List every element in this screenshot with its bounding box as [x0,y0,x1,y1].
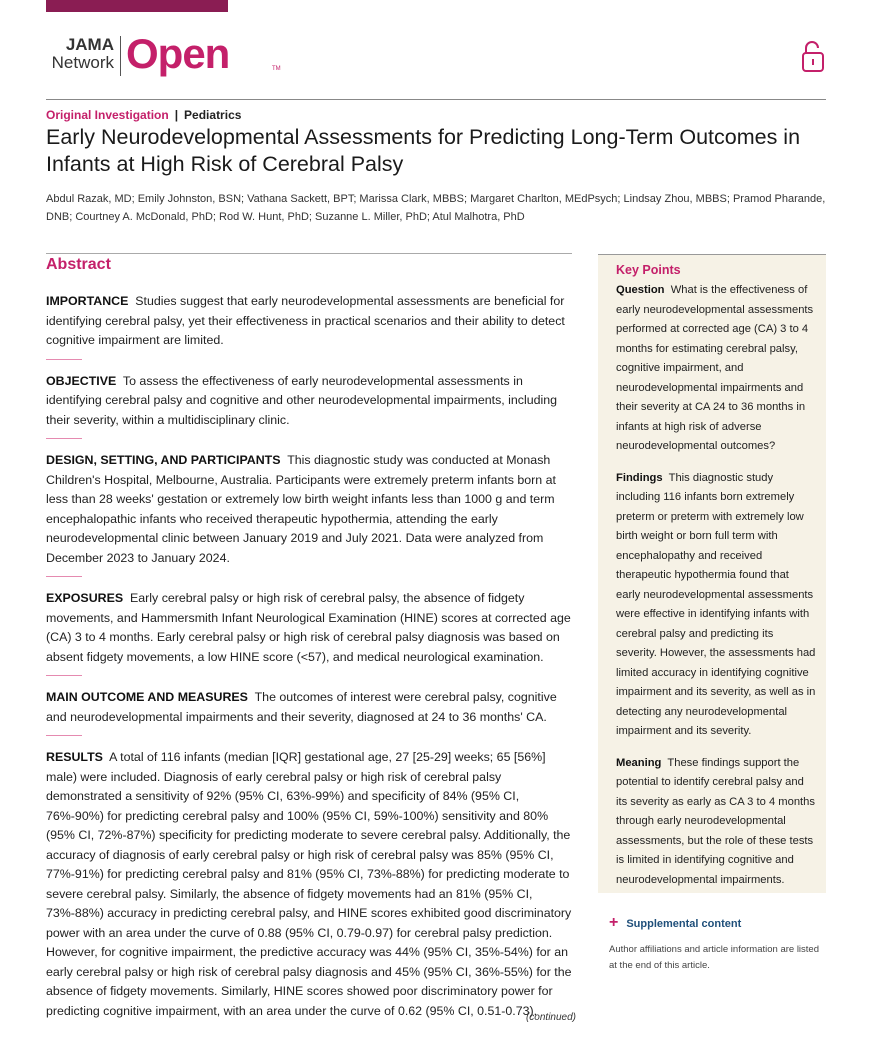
importance-label: IMPORTANCE [46,294,129,308]
design-label: DESIGN, SETTING, AND PARTICIPANTS [46,453,281,467]
plus-icon: + [609,914,619,931]
continued-note: (continued) [525,1012,576,1023]
abstract-objective [46,372,576,431]
logo-jama-text: JAMA [65,35,114,54]
abstract-divider [46,253,572,254]
section-mark [46,438,82,439]
article-type-line [46,108,241,122]
section-mark [46,675,82,676]
top-accent-bar [46,0,228,12]
abstract-outcomes [46,688,576,727]
section-mark [46,359,82,360]
design-text: This diagnostic study was conducted at Monash Children's Hospital, Melbourne, Australia. Participants were extremely preterm infants born at less than 28 weeks' gestation or extremely low birth weight infants less than 1000 g and term encephalopathic infants who received therapeutic hypothermia, attending the early neurodevelopmental clinic between January 2019 and July 2021. Data were analyzed from December 2023 to January 2024. [46,453,556,565]
meaning-label: Meaning [616,756,662,769]
key-points-box [598,254,826,893]
key-points-heading: Key Points [616,263,681,277]
article-subsection[interactable]: Pediatrics [184,108,242,122]
key-point-question [616,281,816,457]
meaning-text: These findings support the potential to identify cerebral palsy and its severity as early as CA 3 to 4 months through early neurodevelopmental assessments, but the role of these tests is limited in identifying cognitive and neurodevelopmental impairments. [616,756,815,886]
key-point-meaning [616,754,816,891]
logo-divider [120,36,121,76]
outcomes-label: MAIN OUTCOME AND MEASURES [46,690,248,704]
results-text: A total of 116 infants (median [IQR] gestational age, 27 [25-29] weeks; 65 [56%] male) were included. Diagnosis of early cerebral palsy or high risk of cerebral palsy demonstrated a sensitivity of 92% (95% CI, 63%-99%) and specificity of 84% (95% CI, 76%-90%) for predicting cerebral palsy and 100% (95% CI, 59%-100%) sensitivity and 80% (95% CI, 72%-87%) specificity for predicting moderate to severe cerebral palsy. Additionally, the accuracy of diagnosis of early cerebral palsy or high risk of cerebral palsy was 85% (95% CI, 77%-91%) for predicting cerebral palsy and 81% (95% CI, 73%-88%) for predicting moderate to severe cerebral palsy. Similarly, the absence of fidgety movements had an 81% (95% CI, 73%-88%) accuracy in predicting cerebral palsy, and HINE scores exhibited good discriminatory power with an area under the curve of 0.88 (95% CI, 0.79-0.97) for cerebral palsy prediction. However, for cognitive impairment, the predictive accuracy was 44% (95% CI, 35%-54%) for an early cerebral palsy or high risk of cerebral palsy diagnosis and 45% (95% CI, 36%-55%) for the absence of fidgety movements. Similarly, HINE scores showed poor discriminatory power for predicting cognitive impairment, with an area under the curve of 0.62 (95% CI, 0.51-0.73). [46,750,572,1018]
abstract-results [46,748,576,1021]
section-separator: | [174,108,179,122]
logo-trademark: TM [272,66,281,72]
key-points-body [616,281,816,890]
abstract-body [46,292,576,1021]
abstract-importance [46,292,576,351]
section-mark [46,576,82,577]
question-label: Question [616,284,665,296]
findings-text: This diagnostic study including 116 infants born extremely preterm or preterm with extremely low birth weight or born full term with encephalopathy and received therapeutic hypothermia found that early neurodevelopmental assessments were effective in identifying infants with cerebral palsy and predicting its severity. However, the assessments had limited accuracy in identifying cognitive impairment and its severity, as well as in detecting any neurodevelopmental impairment and its severity. [616,471,816,737]
exposures-label: EXPOSURES [46,591,124,605]
open-lock-icon[interactable] [801,40,825,74]
supplemental-label: Supplemental content [626,918,742,930]
key-point-findings [616,469,816,742]
results-label: RESULTS [46,750,103,764]
section-mark [46,735,82,736]
header-divider [46,99,826,100]
supplemental-content-link[interactable] [609,914,741,932]
objective-label: OBJECTIVE [46,373,117,388]
author-list: Abdul Razak, MD; Emily Johnston, BSN; Vathana Sackett, BPT; Marissa Clark, MBBS; Margaret Charlton, MEdPsych; Lindsay Zhou, MBBS; Pramod Pharande, DNB; Courtney A. McDonald, PhD; Rod W. Hunt, PhD; Suzanne L. Miller, PhD; Atul Malhotra, PhD [46,193,826,223]
importance-text: Studies suggest that early neurodevelopmental assessments are beneficial for identifying cerebral palsy, yet their effectiveness in practical scenarios and their ability to detect cognitive impairment are limited. [46,294,565,347]
exposures-text: Early cerebral palsy or high risk of cerebral palsy, the absence of fidgety movements, and Hammersmith Infant Neurological Examination (HINE) scores at corrected age (CA) 3 to 4 months. Early cerebral palsy or high risk of cerebral palsy diagnosis was based on absent fidgety movements, a low HINE score (<57), and medical neurological examination. [46,591,571,664]
findings-label: Findings [616,471,663,484]
abstract-design [46,451,576,568]
abstract-exposures [46,589,576,667]
article-title: Early Neurodevelopmental Assessments for Predicting Long-Term Outcomes in Infants at High Risk of Cerebral Palsy [46,125,801,176]
affiliations-note: Author affiliations and article information are listed at the end of this article. [609,944,819,971]
objective-text: To assess the effectiveness of early neurodevelopmental assessments in identifying cerebral palsy and cognitive and other neurodevelopmental impairments, including their severity, within a multidisciplinary clinic. [46,373,558,427]
article-section[interactable]: Original Investigation [46,108,169,122]
abstract-heading: Abstract [46,256,111,273]
logo-network-text: Network [51,53,114,72]
question-text: What is the effectiveness of early neurodevelopmental assessments performed at corrected age (CA) 3 to 4 months for estimating cerebral palsy, cognitive impairment, and neurodevelopmental impairments and their severity at CA 24 to 36 months in infants at high risk of adverse neurodevelopmental outcomes? [616,284,814,452]
logo-open-text: Open [126,30,230,77]
outcomes-text: The outcomes of interest were cerebral palsy, cognitive and neurodevelopmental impairments and their severity, diagnosed at 24 to 36 months' CA. [46,690,557,724]
